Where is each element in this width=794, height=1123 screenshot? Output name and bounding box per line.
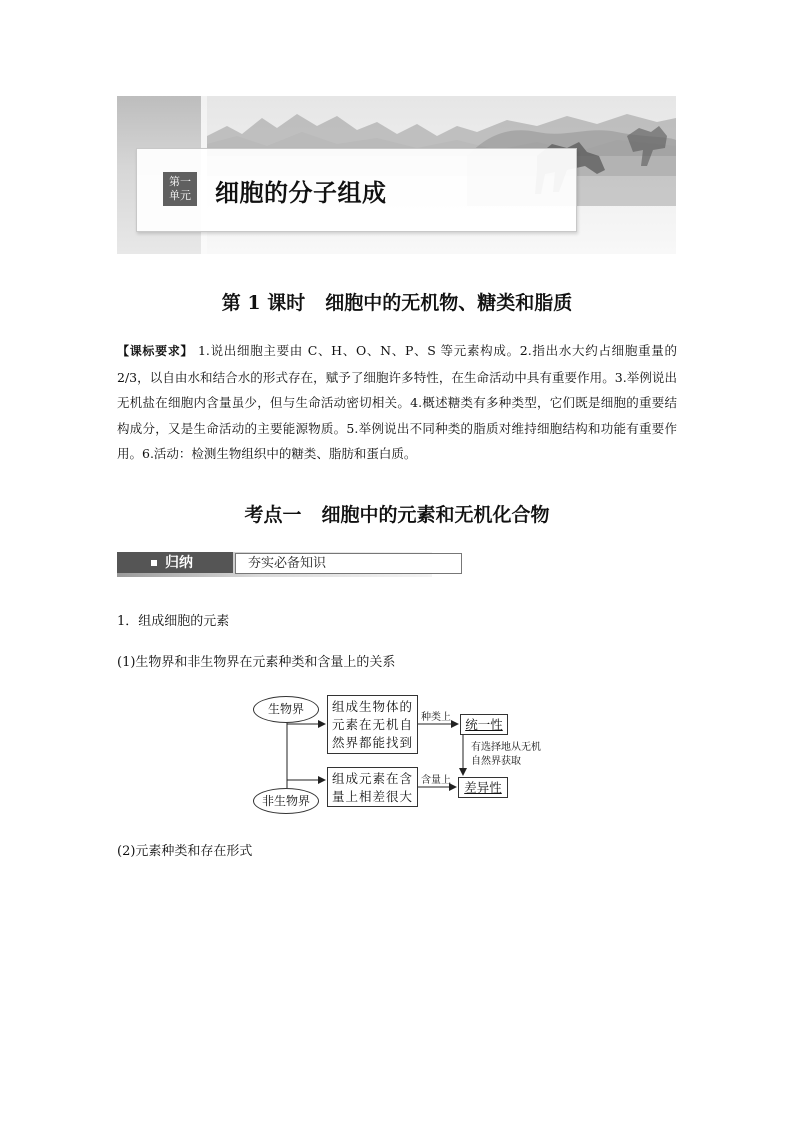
oval-living-world: 生物界 [253, 696, 319, 723]
side-note-selective: 有选择地从无机自然界获取 [471, 742, 541, 767]
unit-badge-line2: 单元 [169, 189, 191, 202]
summary-bar-label: 归纳 [165, 555, 193, 571]
requirements-text: 1.说出细胞主要由 C、H、O、N、P、S 等元素构成。2.指出水大约占细胞重量的 2/3，以自由水和结合水的形式存在，赋予了细胞许多特性，在生命活动中具有重要作用。3.举例说出无机盐在细胞内含量虽少，但与生命活动密切相关。4.概述糖类有多种类型，它们既是细胞的重要结构成分，又是生命活动的主要能源物质。5.举例说出不同种类的脂质对维持细胞结构和功能有重要作用。6.活动：检测生物组织中的糖类、脂肪和蛋白质。 [117, 343, 677, 461]
unit-badge-line1: 第一 [169, 175, 191, 188]
subheading-relation: (1)生物界和非生物界在元素种类和含量上的关系 [117, 655, 396, 670]
lesson-name: 细胞中的无机物、糖类和脂质 [325, 292, 573, 314]
box-content-differs: 组成元素在含量上相差很大 [327, 767, 418, 807]
section-number: 考点一 [244, 504, 302, 526]
lesson-number: 第 1 课时 [221, 292, 306, 314]
result-unity [460, 714, 508, 735]
section-name: 细胞中的元素和无机化合物 [321, 504, 550, 526]
result-difference-text: 差异性 [464, 780, 502, 795]
summary-bar-sublabel: 夯实必备知识 [248, 556, 327, 571]
label-by-content: 含量上 [421, 775, 451, 786]
requirements-tag: 【课标要求】 [117, 344, 194, 358]
oval-nonliving-world: 非生物界 [253, 788, 319, 814]
label-by-type: 种类上 [421, 712, 451, 723]
subheading-element-forms: (2)元素种类和存在形式 [117, 844, 253, 859]
result-difference [458, 777, 508, 798]
heading-elements: 1．组成细胞的元素 [117, 614, 230, 629]
result-unity-text: 统一性 [465, 717, 503, 732]
box-shared-elements: 组成生物体的元素在无机自然界都能找到 [327, 695, 418, 754]
unit-title: 细胞的分子组成 [215, 179, 387, 207]
